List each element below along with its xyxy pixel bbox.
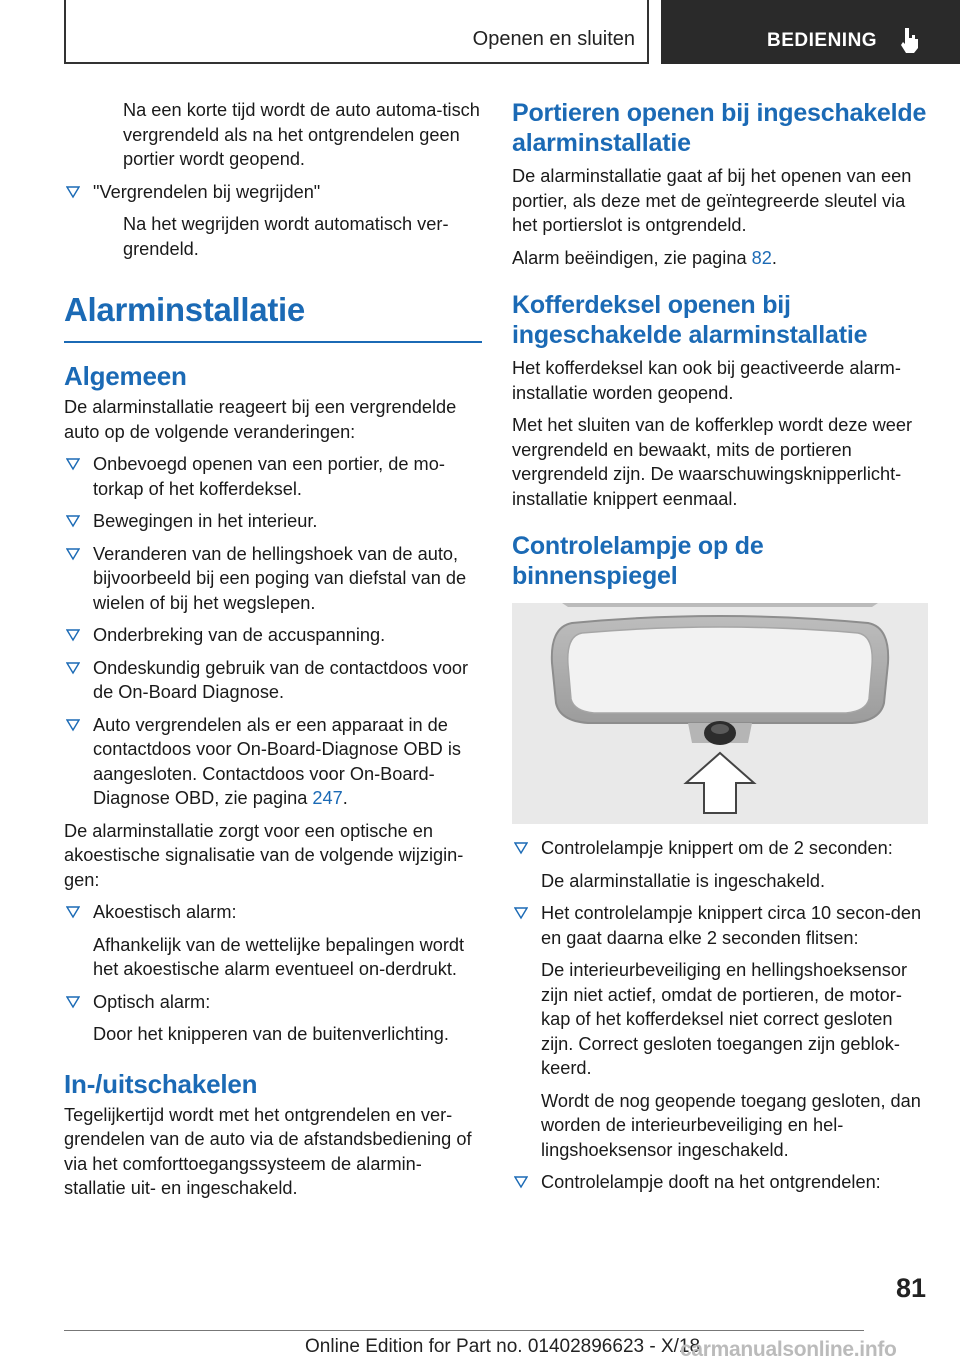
list-item-subtext: Wordt de nog geopende toegang gesloten, dan worden de interieurbeveiliging en hel-lingshoeksensor ingeschakeld. bbox=[541, 1090, 921, 1160]
triangle-bullet-icon bbox=[66, 547, 80, 561]
list-item-subtext: Door het knipperen van de buitenverlichting. bbox=[93, 1024, 449, 1044]
triangle-bullet-icon bbox=[514, 1175, 528, 1189]
list-item-label: Auto vergrendelen als er een apparaat in de contactdoos voor On-Board-Diagnose OBD is aangesloten. Contactdoos voor On-Board-Diagnose OBD, zie pagina bbox=[93, 714, 461, 808]
page-link-247[interactable]: 247 bbox=[312, 788, 343, 808]
page-link-82[interactable]: 82 bbox=[751, 247, 772, 268]
section-heading-alarm: Alarminstallatie bbox=[64, 291, 482, 343]
page-number: 81 bbox=[895, 1273, 926, 1303]
chapter-title: BEDIENING bbox=[767, 30, 878, 51]
triangle-bullet-icon bbox=[66, 628, 80, 642]
triangle-bullet-icon bbox=[66, 457, 80, 471]
list-item bbox=[64, 656, 482, 705]
list-item-subtext: Na het wegrijden wordt automatisch ver-grendeld. bbox=[123, 214, 449, 259]
list-item bbox=[64, 180, 482, 205]
list-item-label: Veranderen van de hellingshoek van de auto, bijvoorbeeld bij een poging van diefstal van de wielen of bij het wegslepen. bbox=[93, 543, 467, 613]
period: . bbox=[342, 788, 348, 808]
list-item-label: Het controlelampje knippert circa 10 secon-den en gaat daarna elke 2 seconden flitsen: bbox=[541, 903, 922, 948]
subheading-general: Algemeen bbox=[64, 361, 187, 391]
triangle-bullet-icon bbox=[514, 841, 528, 855]
doors-text: De alarminstallatie gaat af bij het openen van een portier, als deze met de geïntegreerde sleutel via het portierslot is ontgrendeld. bbox=[512, 166, 912, 235]
subheading-onoff: In-/uitschakelen bbox=[64, 1068, 258, 1099]
mirror-illustration bbox=[512, 603, 928, 824]
list-item-label: Akoestisch alarm: bbox=[93, 902, 237, 922]
list-item bbox=[64, 990, 482, 1015]
list-item-label: "Vergrendelen bij wegrijden" bbox=[93, 181, 321, 202]
list-item bbox=[64, 542, 482, 616]
list-item-subtext: Afhankelijk van de wettelijke bepalingen wordt het akoestische alarm eventueel on-derdrukt. bbox=[93, 934, 465, 979]
list-item-label: Optisch alarm: bbox=[93, 991, 211, 1012]
list-item bbox=[512, 901, 928, 950]
list-item bbox=[512, 836, 928, 861]
alarm-end-text: Alarm beëindigen, zie pagina 82. bbox=[512, 247, 777, 268]
list-item-label: Controlelampje dooft na het ontgrendelen: bbox=[541, 1172, 881, 1192]
subheading-doors: Portieren openen bij ingeschakelde alarminstallatie bbox=[512, 99, 927, 157]
triangle-bullet-icon bbox=[66, 185, 80, 199]
triangle-bullet-icon bbox=[514, 906, 528, 920]
list-item-label: Onbevoegd openen van een portier, de mo-torkap of het kofferdeksel. bbox=[93, 454, 445, 499]
footer-divider bbox=[64, 1330, 864, 1331]
right-column bbox=[512, 98, 928, 1203]
subheading-lamp: Controlelampje op de binnenspiegel bbox=[512, 532, 764, 590]
auto-lock-text: Na een korte tijd wordt de auto automa-tisch vergrendeld als na het ontgrendelen geen portier wordt geopend. bbox=[123, 100, 480, 169]
list-item-subtext: De alarminstallatie is ingeschakeld. bbox=[541, 870, 826, 891]
section-title: Openen en sluiten bbox=[472, 28, 635, 50]
list-item bbox=[64, 713, 482, 811]
trunk-text-2: Met het sluiten van de kofferklep wordt deze weer vergrendeld en bewaakt, mits de portieren vergrendeld zijn. De waarschuwingsknipperlicht-installatie knippert eenmaal. bbox=[512, 415, 913, 509]
list-item-label: Controlelampje knippert om de 2 seconden: bbox=[541, 838, 893, 858]
triangle-bullet-icon bbox=[66, 514, 80, 528]
list-item bbox=[64, 452, 482, 501]
edition-text: Online Edition for Part no. 01402896623 - X/18 bbox=[305, 1336, 701, 1357]
onoff-text: Tegelijkertijd wordt met het ontgrendelen en ver-grendelen van de auto via de afstandsbediening of via het comforttoegangssysteem de alarmin-stallatie uit- en ingeschakeld. bbox=[64, 1104, 472, 1198]
triangle-bullet-icon bbox=[66, 905, 80, 919]
list-item-subtext: De interieurbeveiliging en hellingshoeksensor zijn niet actief, omdat de portieren, de motor-kap of het kofferdeksel niet correct gesloten zijn. Correct gesloten toegangen zijn geblok-keerd. bbox=[541, 960, 907, 1078]
left-column bbox=[64, 98, 482, 1209]
triangle-bullet-icon bbox=[66, 995, 80, 1009]
list-item bbox=[64, 623, 482, 648]
list-item bbox=[64, 509, 482, 534]
header-chapter-box bbox=[661, 0, 960, 64]
watermark: carmanualsonline.info bbox=[680, 1338, 897, 1361]
list-item-label: Bewegingen in het interieur. bbox=[93, 511, 318, 531]
general-intro: De alarminstallatie reageert bij een vergrendelde auto op de volgende veranderingen: bbox=[64, 397, 457, 442]
list-item-label: Onderbreking van de accuspanning. bbox=[93, 625, 386, 645]
hand-pointer-icon bbox=[896, 26, 922, 54]
list-item bbox=[512, 1170, 928, 1195]
triangle-bullet-icon bbox=[66, 718, 80, 732]
trunk-text-1: Het kofferdeksel kan ook bij geactiveerde alarm-installatie worden geopend. bbox=[512, 358, 901, 403]
signal-intro: De alarminstallatie zorgt voor een optische en akoestische signalisatie van de volgende wijzigin-gen: bbox=[64, 820, 464, 890]
list-item bbox=[64, 900, 482, 925]
triangle-bullet-icon bbox=[66, 661, 80, 675]
subheading-trunk: Kofferdeksel openen bij ingeschakelde alarminstallatie bbox=[512, 291, 868, 349]
header-section-box bbox=[64, 0, 649, 64]
list-item-label: Ondeskundig gebruik van de contactdoos voor de On-Board Diagnose. bbox=[93, 657, 469, 702]
